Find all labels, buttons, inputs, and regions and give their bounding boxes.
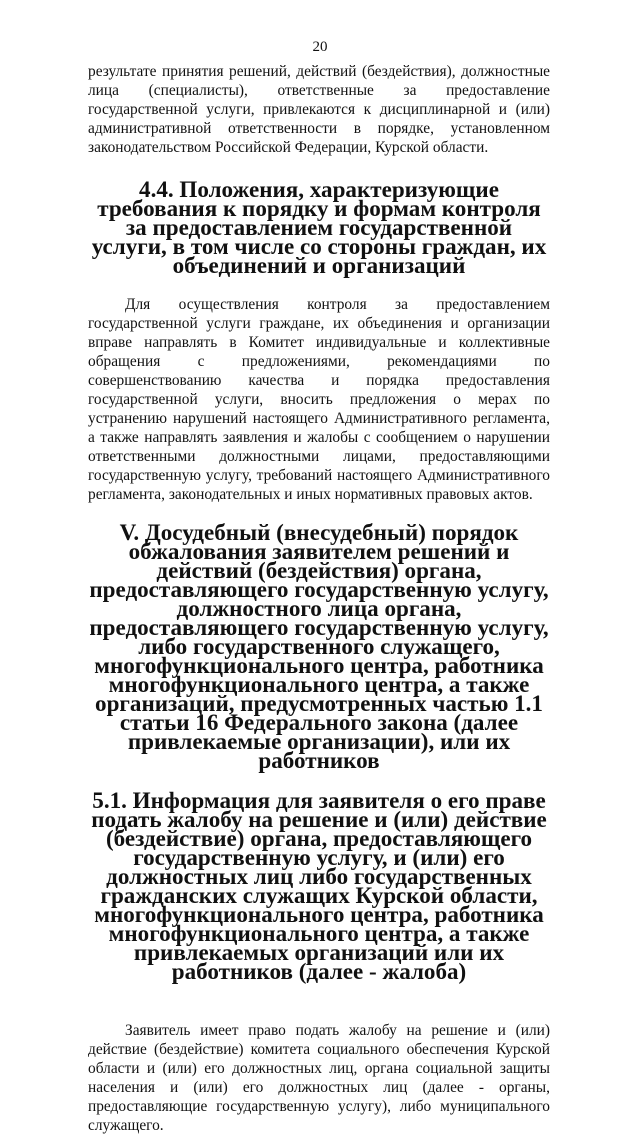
section-heading-5: V. Досудебный (внесудебный) порядок обжалования заявителем решений и действий (бездействия) органа, предоставляющего государственную услугу, должностного лица органа, предоставляющего государственную услугу, либо государственного служащего, многофункционального центра, работника многофункционального центра, а также организаций, предусмотренных частью 1.1 статьи 16 Федерального закона (далее привлекаемые организации), или их работников	[89, 519, 549, 773]
paragraph-control: Для осуществления контроля за предоставлением государственной услуги граждане, их объединения и организации вправе направлять в Комитет индивидуальные и коллективные обращения с предложениями, рекомендациями по совершенствованию качества и порядка предоставления государственной услуги, вносить предложения о мерах по устранению нарушений настоящего Административного регламента, а также направлять заявления и жалобы с сообщением о нарушении ответственными должностными лицами, предоставляющими государственную услугу, требований настоящего Административного регламента, законодательных и иных нормативных правовых актов.	[88, 296, 550, 503]
paragraph-liability: результате принятия решений, действий (бездействия), должностные лица (специалисты), ответственные за предоставление государственной услуги, привлекаются к дисциплинарной и (или) административной ответственности в порядке, установленном законодательством Российской Федерации, Курской области.	[88, 63, 550, 156]
document-body	[88, 62, 550, 1135]
page-number: 20	[312, 39, 328, 55]
section-heading-4-4: 4.4. Положения, характеризующие требования к порядку и формам контроля за предоставлением государственной услуги, в том числе со стороны граждан, их объединений и организаций	[91, 176, 547, 278]
paragraph-complaint-right: Заявитель имеет право подать жалобу на решение и (или) действие (бездействие) комитета социального обеспечения Курской области и (или) его должностных лиц, органа социальной защиты населения и (или) его должностных лиц (далее - органы, предоставляющие государственную услугу), либо муниципального служащего.	[88, 1022, 550, 1134]
section-heading-5-1: 5.1. Информация для заявителя о его праве подать жалобу на решение и (или) действие (бездействие) органа, предоставляющего государственную услугу, и (или) его должностных лиц либо государственных гражданских служащих Курской области, многофункционального центра, работника многофункционального центра, а также привлекаемых организаций или их работников (далее - жалоба)	[91, 787, 547, 984]
